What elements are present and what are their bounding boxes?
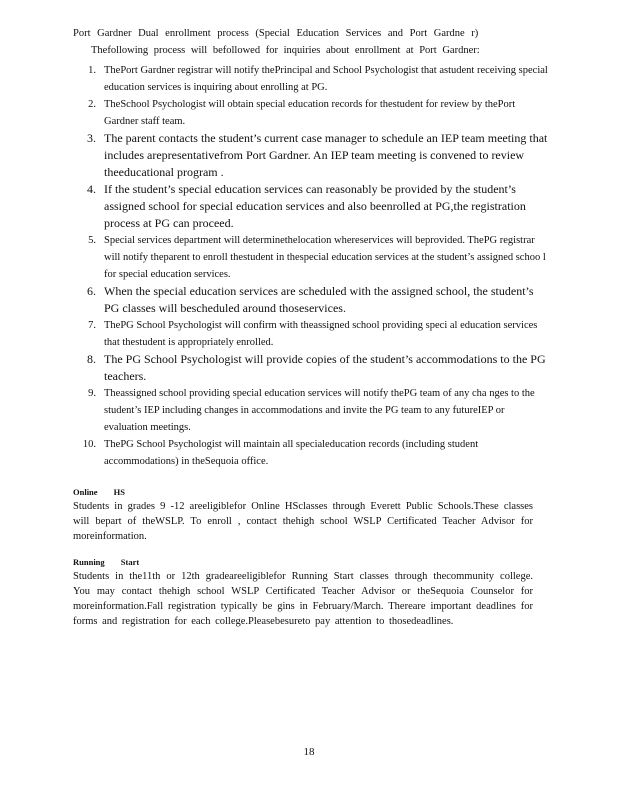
list-item: [70, 62, 550, 96]
list-item: [70, 351, 550, 385]
list-item: [70, 181, 550, 232]
page-number: 18: [303, 746, 315, 758]
step-text: ThePort Gardner registrar will notify thePrincipal and School Psychologist that astudent receiving special education services is inquiring about enrolling at PG.: [104, 65, 548, 93]
step-text: Theassigned school providing special education services will notify thePG team of any cha nges to the student’s IEP including changes in accommodations and invite the PG team to any futureIEP or evaluation meetings.: [104, 388, 535, 433]
process-steps-list: [70, 62, 550, 470]
step-number: 3.: [87, 131, 96, 145]
online-hs-section: [73, 486, 533, 544]
process-intro: Thefollowing process will befollowed for inquiries about enrollment at Port Gardner:: [91, 45, 480, 56]
list-item: [70, 385, 550, 436]
step-number: 6.: [87, 284, 96, 298]
process-heading: Port Gardner Dual enrollment process (Special Education Services and Port Gardne r): [73, 28, 479, 39]
step-number: 7.: [88, 320, 96, 331]
step-text: TheSchool Psychologist will obtain special education records for thestudent for review by thePort Gardner staff team.: [104, 99, 516, 127]
step-text: Special services department will determinethelocation whereservices will beprovided. ThePG registrar will notify theparent to enroll thestudent in thespecial education services at the student’s assigned schoo l for special education services.: [104, 235, 546, 280]
list-item: [70, 317, 550, 351]
step-text: ThePG School Psychologist will maintain all specialeducation records (including student accommodations) in theSequoia office.: [104, 439, 479, 467]
step-text: When the special education services are scheduled with the assigned school, the student’s PG classes will bescheduled around thoseservices.: [104, 284, 534, 315]
list-item: [70, 283, 550, 317]
list-item: [70, 232, 550, 283]
step-number: 8.: [87, 352, 96, 366]
step-number: 5.: [88, 235, 96, 246]
list-item: [70, 96, 550, 130]
step-number: 10.: [82, 439, 96, 450]
online-hs-body: Students in grades 9 -12 areeligiblefor Online HSclasses through Everett Public Schools.These classes will bepart of theWSLP. To enroll , contact thehigh school WSLP Certificated Teacher Advisor for moreinformation.: [73, 501, 533, 542]
running-start-title: Running Start: [73, 557, 140, 567]
list-item: [70, 130, 550, 181]
online-hs-title: Online HS: [73, 487, 126, 497]
step-text: ThePG School Psychologist will confirm with theassigned school providing speci al education services that thestudent is appropriately enrolled.: [104, 320, 538, 348]
step-number: 4.: [87, 182, 96, 196]
running-start-section: [73, 556, 533, 629]
step-number: 2.: [88, 99, 96, 110]
step-text: The PG School Psychologist will provide copies of the student’s accommodations to the PG teachers.: [104, 352, 546, 383]
running-start-body: Students in the11th or 12th gradeareeligiblefor Running Start classes through thecommunity college. You may contact thehigh school WSLP Certificated Teacher Advisor or theSequoia Counselor for moreinformation.Fall registration typically be gins in February/March. Thereare important deadlines for forms and registration for each college.Pleasebesureto pay attention to thosedeadlines.: [73, 571, 533, 627]
step-number: 1.: [88, 65, 96, 76]
step-number: 9.: [88, 388, 96, 399]
step-text: If the student’s special education services can reasonably be provided by the student’s assigned school for special education services and also beenrolled at PG,the registration process at PG can proceed.: [104, 182, 526, 230]
step-text: The parent contacts the student’s current case manager to schedule an IEP team meeting that includes arepresentativefrom Port Gardner. An IEP team meeting is convened to review theeducational program .: [104, 131, 548, 179]
list-item: [70, 436, 550, 470]
